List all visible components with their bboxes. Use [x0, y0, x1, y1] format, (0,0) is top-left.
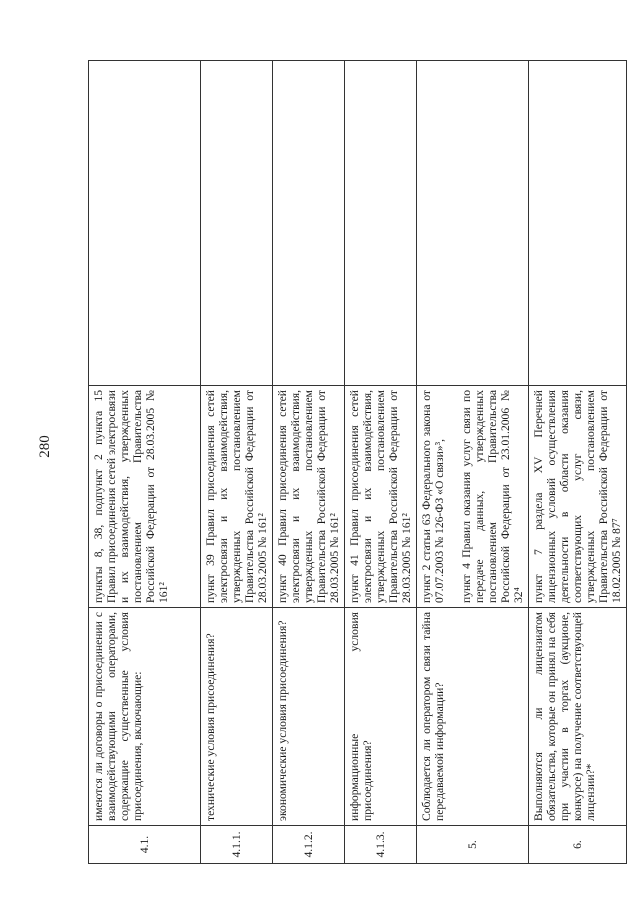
legal-reference: пункт 2 статьи 63 Федерального закона от 07.07.2003 № 126-ФЗ «О связи»³,: [420, 390, 446, 603]
legal-reference: пункт 41 Правил присоединения сетей электросвязи и их взаимодействия, утвержденных постановлением Правительства Российской Федерации от 28.03.2005 № 161²: [348, 390, 413, 603]
table-row: [345, 61, 417, 864]
item-number: 4.1.2.: [273, 826, 345, 864]
question-cell: экономические условия присоединения?: [273, 608, 345, 826]
answer-cell: [201, 61, 273, 386]
legal-reference-cell: [417, 386, 529, 608]
question-cell: Выполняются ли лицензиатом обязательства, которые он принял на себя при участии в торгах (аукционе, конкурсе) на получение соответствующей лицензии?*: [529, 608, 627, 826]
legal-reference-cell: [345, 386, 417, 608]
page-number: 280: [36, 435, 53, 458]
table-row: [417, 61, 529, 864]
answer-cell: [529, 61, 627, 386]
question-cell: имеются ли договоры о присоединении с взаимодействующими операторами, содержащие существенные условия присоединения, включающие:: [89, 608, 201, 826]
item-number: 5.: [417, 826, 529, 864]
legal-reference: пункт 39 Правил присоединения сетей электросвязи и их взаимодействия, утвержденных постановлением Правительства Российской Федерации от 28.03.2005 № 161²: [204, 390, 269, 603]
table-row: [201, 61, 273, 864]
legal-reference-cell: [89, 386, 201, 608]
item-number: 4.1.3.: [345, 826, 417, 864]
legal-reference-cell: [529, 386, 627, 608]
answer-cell: [273, 61, 345, 386]
item-number: 6.: [529, 826, 627, 864]
table-row: [89, 61, 201, 864]
rotated-table: [88, 61, 623, 864]
checklist-table: [88, 60, 627, 864]
legal-reference-cell: [201, 386, 273, 608]
answer-cell: [89, 61, 201, 386]
item-number: 4.1.1.: [201, 826, 273, 864]
question-cell: технические условия присоединения?: [201, 608, 273, 826]
answer-cell: [417, 61, 529, 386]
table-row: [273, 61, 345, 864]
question-cell: Соблюдается ли оператором связи тайна передаваемой информации?: [417, 608, 529, 826]
question-cell: информационные условия присоединения?: [345, 608, 417, 826]
legal-reference: пункт 4 Правил оказания услуг связи по передаче данных, утвержденных постановлением Правительства Российской Федерации от 23.01.2006 № 32⁴: [460, 390, 525, 603]
legal-reference: пункт 7 раздела XV Перечней лицензионных условий осуществления деятельности в области оказания соответствующих услуг связи, утвержденных постановлением Правительства Российской Федерации от 18.02.2005 № 87⁷: [532, 390, 623, 603]
legal-reference-cell: [273, 386, 345, 608]
table-row: [529, 61, 627, 864]
answer-cell: [345, 61, 417, 386]
legal-reference: пункты 8, 38, подпункт 2 пункта 15 Правил присоединения сетей электросвязи и их взаимодействия, утвержденных постановлением Правительства Российской Федерации от 28.03.2005 № 161²: [92, 390, 170, 603]
item-number: 4.1.: [89, 826, 201, 864]
legal-reference: пункт 40 Правил присоединения сетей электросвязи и их взаимодействия, утвержденных постановлением Правительства Российской Федерации от 28.03.2005 № 161²: [276, 390, 341, 603]
